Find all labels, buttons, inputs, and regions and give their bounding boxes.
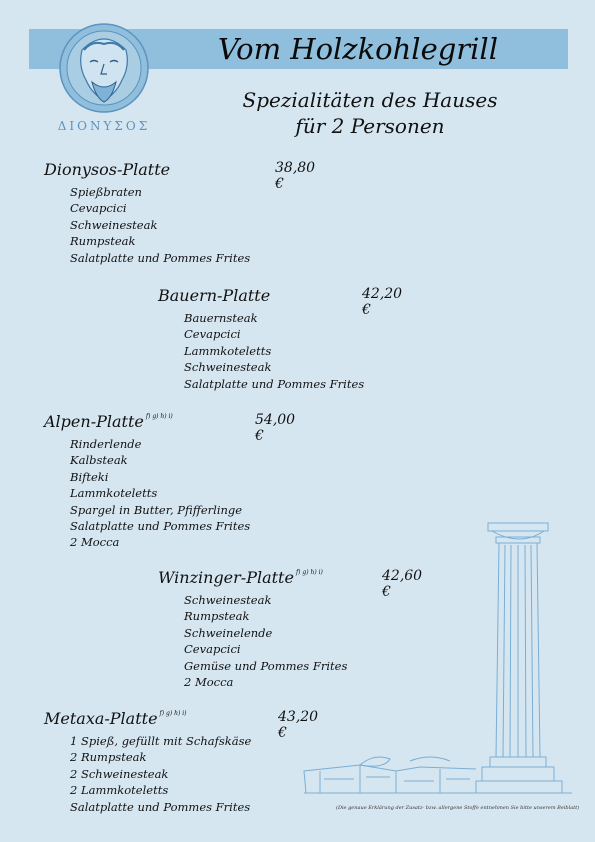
list-item: Salatplatte und Pommes Frites (70, 250, 251, 265)
list-item: 2 Schweinesteak (70, 766, 169, 781)
plate-dionysos (44, 160, 316, 266)
list-item: 2 Mocca (70, 535, 120, 550)
list-item: 2 Rumpsteak (70, 750, 147, 765)
list-item: Salatplatte und Pommes Frites (184, 376, 365, 391)
dionysos-medallion-icon (34, 20, 174, 142)
plate-price: 42,60 € (382, 568, 423, 600)
list-item: Schweinelende (184, 625, 273, 640)
plate-price: 42,20 € (362, 286, 403, 318)
plate-price: 38,80 € (275, 160, 316, 192)
list-item: Rinderlende (70, 437, 142, 451)
plate-name: Alpen-Platte $^{f) g) h) i)}$ (44, 412, 173, 431)
plate-price: 54,00 € (255, 412, 296, 444)
plate-name: Winzinger-Platte $^{f) g) h) i)}$ (158, 568, 323, 587)
plate-price: 43,20 € (278, 709, 319, 741)
list-item: Rumpsteak (184, 609, 250, 624)
list-item: Lammkoteletts (70, 486, 158, 501)
plate-name: Bauern-Platte (158, 286, 271, 305)
list-item: Cevapcici (70, 201, 127, 216)
logo-text: ΔΙΟΝΥΣΟΣ (57, 119, 151, 133)
list-item: Salatplatte und Pommes Frites (70, 799, 251, 814)
subtitle-line1: Spezialitäten des Hauses (242, 88, 498, 112)
list-item: 1 Spieß, gefüllt mit Schafskäse (70, 734, 252, 748)
subtitle-line2: für 2 Personen (295, 114, 445, 138)
plate-metaxa (44, 709, 319, 815)
plate-items (44, 184, 250, 266)
list-item: Rumpsteak (70, 234, 136, 249)
list-item: Schweinesteak (70, 217, 158, 232)
list-item: Spargel in Butter, Pfifferlinge (70, 502, 243, 517)
list-item: Cevapcici (184, 327, 241, 342)
plate-name: Dionysos-Platte (44, 160, 171, 179)
list-item: Kalbsteak (70, 453, 128, 468)
greek-column-ruins-illustration (300, 515, 580, 815)
allergen-note: f) g) h) i) (159, 710, 187, 717)
list-item: Salatplatte und Pommes Frites (70, 519, 251, 534)
list-item: Bifteki (70, 469, 109, 484)
list-item: 2 Lammkoteletts (70, 783, 169, 798)
plate-items (158, 310, 364, 392)
list-item: Schweinesteak (184, 593, 272, 607)
allergen-note: f) g) h) i) (295, 569, 323, 576)
plate-items (44, 733, 251, 815)
plate-bauern (158, 286, 403, 392)
plate-name: Metaxa-Platte $^{f) g) h) i)}$ (44, 709, 187, 728)
allergen-footnote: (Die genaue Erklärung der Zusatz- bzw. allergene Stoffe entnehmen Sie bitte unserem Beiblatt) (336, 805, 580, 811)
page-title: Vom Holzkohlegrill (217, 32, 498, 66)
list-item: Bauernsteak (184, 311, 258, 325)
plate-items (44, 436, 250, 551)
list-item: Cevapcici (184, 642, 241, 657)
list-item: Gemüse und Pommes Frites (184, 658, 348, 673)
list-item: Schweinesteak (184, 360, 272, 375)
list-item: 2 Mocca (184, 675, 234, 690)
allergen-note: f) g) h) i) (145, 413, 173, 420)
list-item: Spießbraten (70, 185, 142, 199)
plate-alpen (44, 412, 296, 551)
list-item: Lammkoteletts (184, 343, 272, 358)
